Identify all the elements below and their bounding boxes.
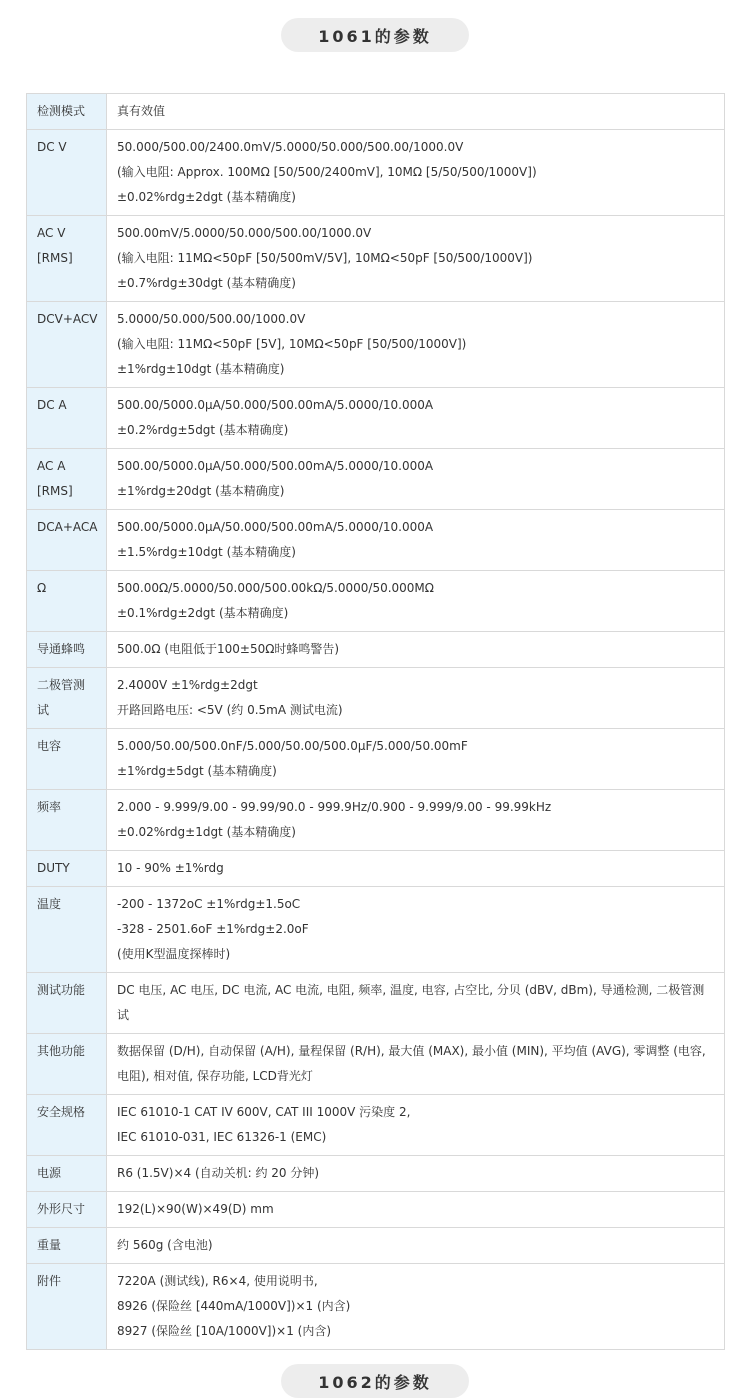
spec-row — [27, 729, 725, 790]
spec-value — [107, 1095, 725, 1156]
spec-row — [27, 130, 725, 216]
spec-value — [107, 973, 725, 1034]
spec-value-line: 500.00mV/5.0000/50.000/500.00/1000.0V — [117, 226, 372, 240]
spec-value-line: 8927 (保险丝 [10A/1000V])×1 (内含) — [117, 1324, 332, 1338]
spec-label: 二极管测试 — [27, 668, 107, 729]
spec-label: DUTY — [27, 851, 107, 887]
spec-row — [27, 302, 725, 388]
spec-value-line: 10 - 90% ±1%rdg — [117, 861, 224, 875]
spec-row — [27, 851, 725, 887]
spec-label: 测试功能 — [27, 973, 107, 1034]
spec-row — [27, 94, 725, 130]
spec-value-line: 500.00/5000.0μA/50.000/500.00mA/5.0000/10.000A — [117, 398, 434, 412]
spec-label: AC V [RMS] — [27, 216, 107, 302]
spec-label: DC A — [27, 388, 107, 449]
spec-row — [27, 216, 725, 302]
spec-row — [27, 1034, 725, 1095]
spec-value-line: (使用K型温度探棒时) — [117, 947, 231, 961]
spec-label: DCV+ACV — [27, 302, 107, 388]
spec-row — [27, 1228, 725, 1264]
spec-row — [27, 510, 725, 571]
spec-row — [27, 1192, 725, 1228]
spec-value-line: ±1%rdg±20dgt (基本精确度) — [117, 484, 285, 498]
spec-value-line: 5.0000/50.000/500.00/1000.0V — [117, 312, 306, 326]
spec-value-line: 500.0Ω (电阻低于100±50Ω时蜂鸣警告) — [117, 642, 340, 656]
spec-value-line: IEC 61010-031, IEC 61326-1 (EMC) — [117, 1130, 327, 1144]
spec-row — [27, 668, 725, 729]
spec-label: DC V — [27, 130, 107, 216]
spec-value-line: 50.000/500.00/2400.0mV/5.0000/50.000/500.00/1000.0V — [117, 140, 464, 154]
spec-value-line: 开路回路电压: <5V (约 0.5mA 测试电流) — [117, 703, 343, 717]
spec-value — [107, 1228, 725, 1264]
spec-row — [27, 973, 725, 1034]
spec-value — [107, 449, 725, 510]
spec-row — [27, 1156, 725, 1192]
spec-label: 安全规格 — [27, 1095, 107, 1156]
spec-label: 电源 — [27, 1156, 107, 1192]
spec-value-line: 192(L)×90(W)×49(D) mm — [117, 1202, 274, 1216]
spec-row — [27, 388, 725, 449]
spec-value-line: 约 560g (含电池) — [117, 1238, 213, 1252]
spec-row — [27, 632, 725, 668]
spec-value-line: ±1%rdg±5dgt (基本精确度) — [117, 764, 277, 778]
spec-value — [107, 887, 725, 973]
spec-value-line: (输入电阻: 11MΩ<50pF [50/500mV/5V], 10MΩ<50pF [50/500/1000V]) — [117, 251, 533, 265]
spec-value-line: 500.00Ω/5.0000/50.000/500.00kΩ/5.0000/50.000MΩ — [117, 581, 434, 595]
spec-value — [107, 851, 725, 887]
spec-value-line: ±0.02%rdg±1dgt (基本精确度) — [117, 825, 296, 839]
spec-label: 导通蜂鸣 — [27, 632, 107, 668]
spec-value-line: IEC 61010-1 CAT IV 600V, CAT III 1000V 污染度 2, — [117, 1105, 411, 1119]
spec-value — [107, 1264, 725, 1350]
spec-row — [27, 1264, 725, 1350]
spec-value-line: -200 - 1372oC ±1%rdg±1.5oC — [117, 897, 301, 911]
spec-label: 重量 — [27, 1228, 107, 1264]
spec-value — [107, 790, 725, 851]
spec-value-line: 7220A (测试线), R6×4, 使用说明书, — [117, 1274, 318, 1288]
spec-value-line: 2.4000V ±1%rdg±2dgt — [117, 678, 258, 692]
spec-value-line: 数据保留 (D/H), 自动保留 (A/H), 量程保留 (R/H), 最大值 (MAX), 最小值 (MIN), 平均值 (AVG), 零调整 (电容, 电阻), 相对值, 保存功能, LCD背光灯 — [117, 1044, 706, 1083]
spec-value — [107, 388, 725, 449]
spec-value — [107, 302, 725, 388]
spec-label: 检测模式 — [27, 94, 107, 130]
spec-value-line: ±0.7%rdg±30dgt (基本精确度) — [117, 276, 296, 290]
spec-value-line: 5.000/50.00/500.0nF/5.000/50.00/500.0μF/5.000/50.00mF — [117, 739, 468, 753]
spec-value — [107, 729, 725, 790]
spec-value-line: DC 电压, AC 电压, DC 电流, AC 电流, 电阻, 频率, 温度, 电容, 占空比, 分贝 (dBV, dBm), 导通检测, 二极管测试 — [117, 983, 705, 1022]
spec-value-line: 真有效值 — [117, 104, 166, 118]
spec-value — [107, 1034, 725, 1095]
spec-value-line: -328 - 2501.6oF ±1%rdg±2.0oF — [117, 922, 309, 936]
spec-row — [27, 887, 725, 973]
spec-value-line: ±1%rdg±10dgt (基本精确度) — [117, 362, 285, 376]
section-title: 1061的参数 — [281, 18, 469, 52]
spec-value-line: 8926 (保险丝 [440mA/1000V])×1 (内含) — [117, 1299, 351, 1313]
spec-label: 外形尺寸 — [27, 1192, 107, 1228]
spec-table — [26, 93, 725, 1350]
spec-value — [107, 216, 725, 302]
spec-value — [107, 94, 725, 130]
spec-row — [27, 1095, 725, 1156]
spec-label: 频率 — [27, 790, 107, 851]
spec-label: 其他功能 — [27, 1034, 107, 1095]
spec-value — [107, 130, 725, 216]
spec-value-line: ±0.2%rdg±5dgt (基本精确度) — [117, 423, 289, 437]
spec-label: Ω — [27, 571, 107, 632]
spec-value-line: ±0.02%rdg±2dgt (基本精确度) — [117, 190, 296, 204]
spec-value — [107, 668, 725, 729]
spec-value — [107, 1192, 725, 1228]
spec-label: AC A [RMS] — [27, 449, 107, 510]
spec-value-line: 500.00/5000.0μA/50.000/500.00mA/5.0000/10.000A — [117, 520, 434, 534]
spec-value-line: 500.00/5000.0μA/50.000/500.00mA/5.0000/10.000A — [117, 459, 434, 473]
spec-value-line: ±1.5%rdg±10dgt (基本精确度) — [117, 545, 296, 559]
spec-value-line: (输入电阻: Approx. 100MΩ [50/500/2400mV], 10MΩ [5/50/500/1000V]) — [117, 165, 537, 179]
spec-label: DCA+ACA — [27, 510, 107, 571]
spec-value-line: R6 (1.5V)×4 (自动关机: 约 20 分钟) — [117, 1166, 320, 1180]
spec-label: 电容 — [27, 729, 107, 790]
spec-row — [27, 449, 725, 510]
spec-label: 温度 — [27, 887, 107, 973]
spec-value-line: (输入电阻: 11MΩ<50pF [5V], 10MΩ<50pF [50/500/1000V]) — [117, 337, 467, 351]
spec-label: 附件 — [27, 1264, 107, 1350]
spec-value — [107, 510, 725, 571]
spec-value-line: ±0.1%rdg±2dgt (基本精确度) — [117, 606, 289, 620]
spec-value — [107, 1156, 725, 1192]
spec-value — [107, 571, 725, 632]
spec-row — [27, 571, 725, 632]
spec-value-line: 2.000 - 9.999/9.00 - 99.99/90.0 - 999.9Hz/0.900 - 9.999/9.00 - 99.99kHz — [117, 800, 552, 814]
next-section-title: 1062的参数 — [281, 1364, 469, 1398]
spec-row — [27, 790, 725, 851]
spec-value — [107, 632, 725, 668]
